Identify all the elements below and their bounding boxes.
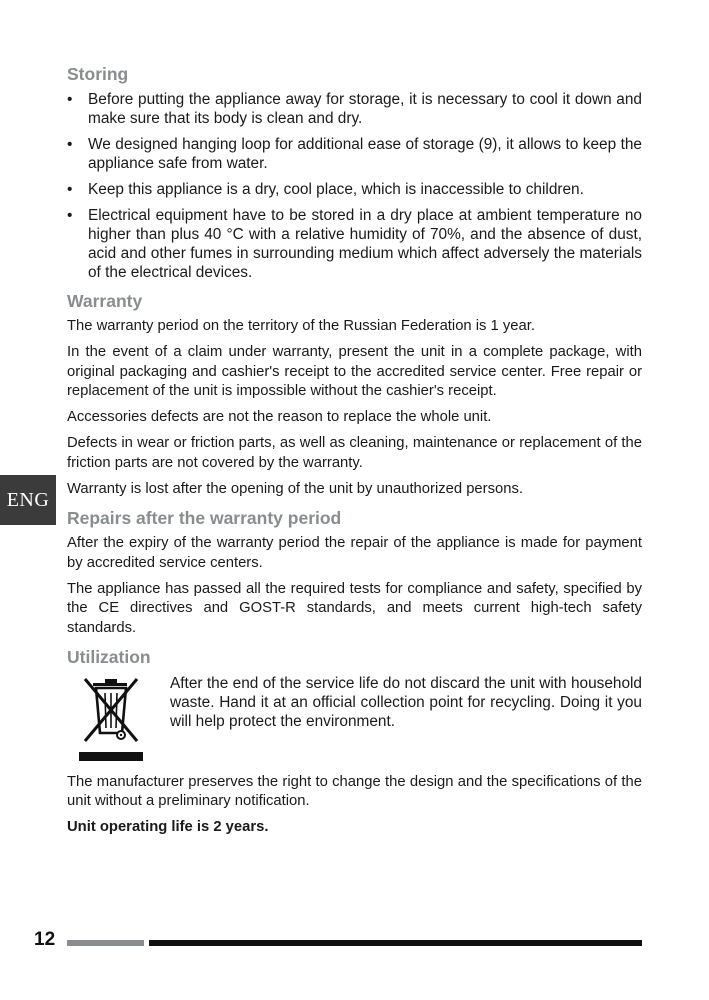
warranty-paragraph: Warranty is lost after the opening of the unit by unauthorized persons.	[67, 481, 523, 498]
warranty-section	[67, 289, 642, 499]
page-number: 12	[34, 929, 56, 950]
list-item	[67, 206, 642, 282]
storing-section	[67, 62, 642, 282]
bullet-icon: •	[67, 181, 73, 198]
list-item-text: Before putting the appliance away for storage, it is necessary to cool it down and make sure that its body is clean and dry.	[88, 91, 642, 127]
repairs-paragraph: After the expiry of the warranty period the repair of the appliance is made for payment by accredited service centers.	[67, 535, 642, 571]
repairs-paragraph: The appliance has passed all the required tests for compliance and safety, specified by the CE directives and GOST-R standards, and meets current high-tech safety standards.	[67, 580, 642, 636]
weee-crossed-bin-icon	[79, 675, 143, 761]
utilization-block	[67, 673, 642, 765]
list-item-text: We designed hanging loop for additional ease of storage (9), it allows to keep the appliance safe from water.	[88, 136, 642, 172]
list-item-text: Keep this appliance is a dry, cool place, which is inaccessible to children.	[88, 181, 584, 198]
footer-bar-black	[149, 940, 642, 946]
warranty-paragraph: Defects in wear or friction parts, as well as cleaning, maintenance or replacement of the friction parts are not covered by the warranty.	[67, 435, 642, 471]
warranty-heading: Warranty	[67, 291, 143, 311]
language-tab: ENG	[0, 475, 56, 525]
list-item	[67, 90, 642, 128]
bullet-icon: •	[67, 136, 73, 153]
storing-list	[67, 90, 642, 282]
manufacturer-note: The manufacturer preserves the right to change the design and the specifications of the unit without a preliminary notification.	[67, 773, 642, 810]
operating-life-note: Unit operating life is 2 years.	[67, 819, 269, 836]
repairs-section	[67, 506, 642, 637]
storing-heading: Storing	[67, 64, 129, 84]
page-content	[67, 62, 642, 845]
utilization-text: After the end of the service life do not discard the unit with household waste. Hand it at an official collection point for recycling. Doing it you will help protect the environment.	[170, 674, 642, 730]
bullet-icon: •	[67, 91, 73, 108]
warranty-paragraph: Accessories defects are not the reason to replace the whole unit.	[67, 409, 492, 426]
warranty-paragraph: In the event of a claim under warranty, present the unit in a complete package, with original packaging and cashier's receipt to the accredited service center. Free repair or replacement of the unit is impossible without the cashier's receipt.	[67, 344, 642, 399]
footer-bar-gray	[67, 940, 144, 946]
utilization-heading: Utilization	[67, 646, 151, 667]
repairs-heading: Repairs after the warranty period	[67, 508, 342, 529]
warranty-paragraph: The warranty period on the territory of the Russian Federation is 1 year.	[67, 318, 535, 334]
closing-section	[67, 773, 642, 838]
list-item	[67, 180, 642, 199]
list-item	[67, 135, 642, 173]
list-item-text: Electrical equipment have to be stored in a dry place at ambient temperature no higher than plus 40 °C with a relative humidity of 70%, and the absence of dust, acid and other fumes in surrounding medium which affect adversely the materials of the electrical devices.	[88, 207, 642, 281]
utilization-section	[67, 645, 642, 765]
bullet-icon: •	[67, 207, 73, 224]
